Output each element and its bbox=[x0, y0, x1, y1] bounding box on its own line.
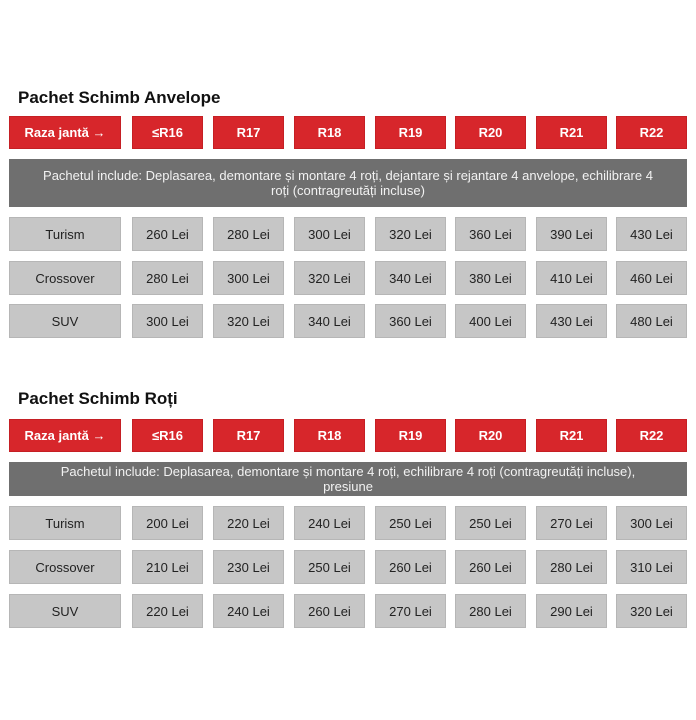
table-row bbox=[0, 506, 696, 540]
vehicle-type-cell: SUV bbox=[9, 304, 121, 338]
header-cell-rim-label: Raza jantă → bbox=[9, 116, 121, 149]
header-cell-r22: R22 bbox=[616, 419, 687, 452]
header-cell-r22: R22 bbox=[616, 116, 687, 149]
price-cell: 250 Lei bbox=[375, 506, 446, 540]
vehicle-type-cell: Crossover bbox=[9, 550, 121, 584]
header-cell-r21: R21 bbox=[536, 116, 607, 149]
table-row bbox=[0, 217, 696, 251]
price-cell: 430 Lei bbox=[616, 217, 687, 251]
header-cell-r20: R20 bbox=[455, 116, 526, 149]
section2-package-note: Pachetul include: Deplasarea, demontare și montare 4 roți, echilibrare 4 roți (contragreutăți incluse), presiune bbox=[9, 462, 687, 496]
price-cell: 280 Lei bbox=[455, 594, 526, 628]
price-cell: 340 Lei bbox=[375, 261, 446, 295]
price-cell: 390 Lei bbox=[536, 217, 607, 251]
price-cell: 340 Lei bbox=[294, 304, 365, 338]
section2-title: Pachet Schimb Roți bbox=[18, 389, 178, 408]
price-cell: 220 Lei bbox=[132, 594, 203, 628]
section1-title: Pachet Schimb Anvelope bbox=[18, 88, 221, 107]
header-cell-r20: R20 bbox=[455, 419, 526, 452]
price-cell: 260 Lei bbox=[294, 594, 365, 628]
header-cell-r19: R19 bbox=[375, 116, 446, 149]
price-cell: 280 Lei bbox=[213, 217, 284, 251]
price-cell: 300 Lei bbox=[616, 506, 687, 540]
header-cell-r18: R18 bbox=[294, 116, 365, 149]
price-cell: 280 Lei bbox=[536, 550, 607, 584]
price-cell: 310 Lei bbox=[616, 550, 687, 584]
header-cell-r18: R18 bbox=[294, 419, 365, 452]
section1-header-row bbox=[0, 116, 696, 149]
price-cell: 240 Lei bbox=[294, 506, 365, 540]
header-cell-r19: R19 bbox=[375, 419, 446, 452]
price-cell: 220 Lei bbox=[213, 506, 284, 540]
price-cell: 320 Lei bbox=[616, 594, 687, 628]
price-cell: 280 Lei bbox=[132, 261, 203, 295]
table-row bbox=[0, 261, 696, 295]
price-cell: 320 Lei bbox=[213, 304, 284, 338]
table-row bbox=[0, 304, 696, 338]
price-cell: 430 Lei bbox=[536, 304, 607, 338]
price-cell: 270 Lei bbox=[375, 594, 446, 628]
price-cell: 360 Lei bbox=[375, 304, 446, 338]
vehicle-type-cell: Crossover bbox=[9, 261, 121, 295]
price-cell: 260 Lei bbox=[375, 550, 446, 584]
price-cell: 320 Lei bbox=[294, 261, 365, 295]
price-cell: 250 Lei bbox=[294, 550, 365, 584]
price-cell: 380 Lei bbox=[455, 261, 526, 295]
price-cell: 200 Lei bbox=[132, 506, 203, 540]
price-cell: 300 Lei bbox=[132, 304, 203, 338]
price-cell: 400 Lei bbox=[455, 304, 526, 338]
price-cell: 300 Lei bbox=[213, 261, 284, 295]
price-cell: 410 Lei bbox=[536, 261, 607, 295]
header-cell-r16: ≤R16 bbox=[132, 116, 203, 149]
price-cell: 360 Lei bbox=[455, 217, 526, 251]
header-cell-rim-label: Raza jantă → bbox=[9, 419, 121, 452]
header-cell-r21: R21 bbox=[536, 419, 607, 452]
price-cell: 210 Lei bbox=[132, 550, 203, 584]
header-cell-r17: R17 bbox=[213, 116, 284, 149]
table-row bbox=[0, 550, 696, 584]
header-cell-r17: R17 bbox=[213, 419, 284, 452]
price-cell: 270 Lei bbox=[536, 506, 607, 540]
price-cell: 250 Lei bbox=[455, 506, 526, 540]
vehicle-type-cell: Turism bbox=[9, 217, 121, 251]
price-cell: 320 Lei bbox=[375, 217, 446, 251]
price-cell: 260 Lei bbox=[455, 550, 526, 584]
price-cell: 460 Lei bbox=[616, 261, 687, 295]
vehicle-type-cell: SUV bbox=[9, 594, 121, 628]
price-cell: 240 Lei bbox=[213, 594, 284, 628]
price-cell: 300 Lei bbox=[294, 217, 365, 251]
header-cell-r16: ≤R16 bbox=[132, 419, 203, 452]
price-cell: 260 Lei bbox=[132, 217, 203, 251]
vehicle-type-cell: Turism bbox=[9, 506, 121, 540]
price-cell: 290 Lei bbox=[536, 594, 607, 628]
price-cell: 480 Lei bbox=[616, 304, 687, 338]
table-row bbox=[0, 594, 696, 628]
price-cell: 230 Lei bbox=[213, 550, 284, 584]
section2-header-row bbox=[0, 419, 696, 452]
section1-package-note: Pachetul include: Deplasarea, demontare și montare 4 roți, dejantare și rejantare 4 anvelope, echilibrare 4 roți (contragreutăți incluse) bbox=[9, 159, 687, 207]
